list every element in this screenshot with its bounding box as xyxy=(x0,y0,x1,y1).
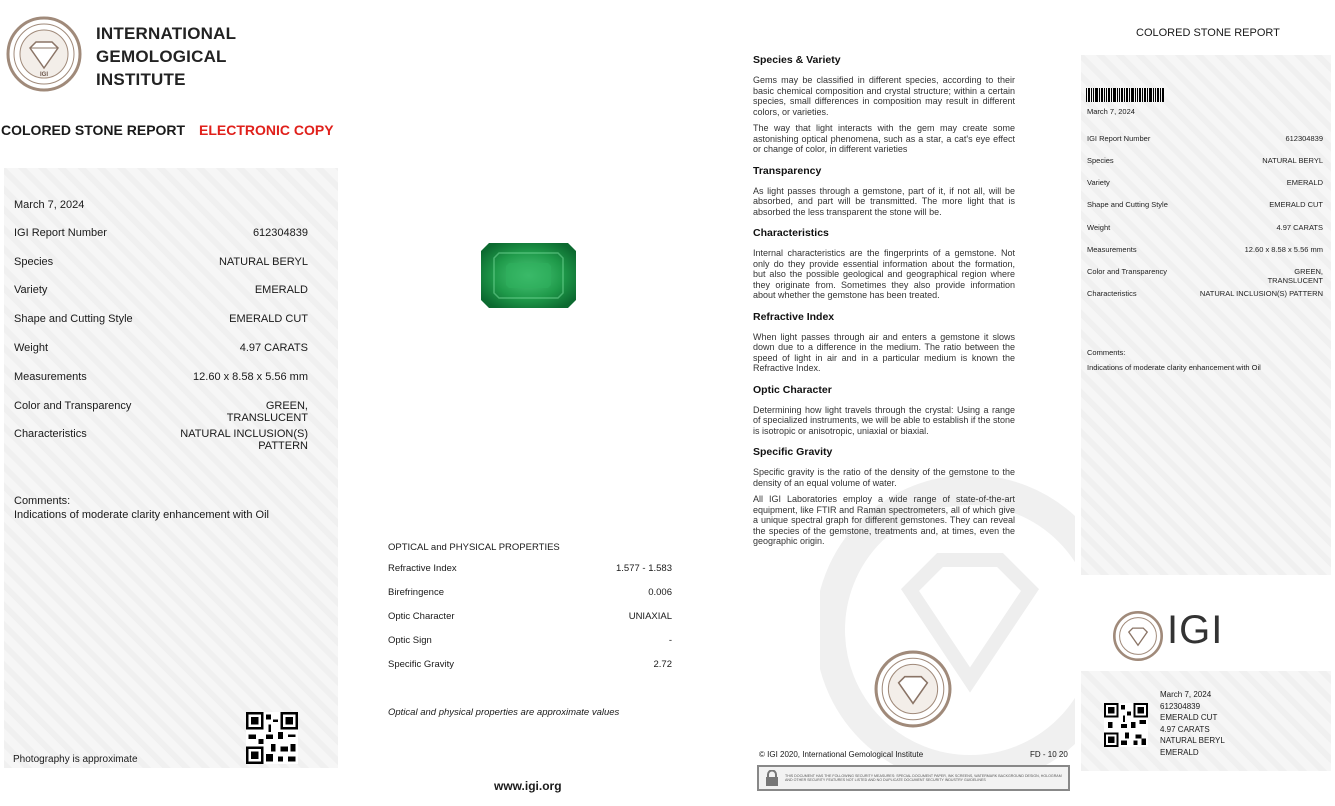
info-heading: Refractive Index xyxy=(753,310,835,323)
card-field xyxy=(1087,245,1323,254)
card-field-label: Characteristics xyxy=(1087,289,1137,298)
optical-value: 1.577 - 1.583 xyxy=(616,563,672,574)
optical-label: Refractive Index xyxy=(388,563,457,574)
field-species xyxy=(14,256,308,268)
field-value: EMERALD xyxy=(254,284,308,296)
info-paragraph: Gems may be classified in different species, according to their basic chemical composition and crystal structure; within a certain species, small differences in composition may result in different colors, or varieties. xyxy=(753,75,1015,117)
field-report-number xyxy=(14,227,308,239)
card-field xyxy=(1087,200,1323,209)
card-title: COLORED STONE REPORT xyxy=(1136,27,1280,39)
barcode-icon[interactable] xyxy=(1086,88,1164,102)
field-value: 4.97 CARATS xyxy=(239,342,308,354)
info-column xyxy=(753,54,1015,547)
card-field-value: 612304839 xyxy=(1285,134,1323,143)
optical-row xyxy=(388,563,672,574)
field-label: IGI Report Number xyxy=(14,227,107,239)
emerald-stone-image xyxy=(481,243,576,308)
lock-icon xyxy=(765,770,779,786)
field-label: Species xyxy=(14,256,54,268)
tag-line: NATURAL BERYL xyxy=(1160,736,1225,745)
tag-qr-code-icon[interactable] xyxy=(1104,703,1148,747)
info-paragraph: Internal characteristics are the fingerprints of a gemstone. Not only do they provide essential information about the formation, but also the possible geological and geographical region where they originate from. Sometimes they also provide information about whether the gemstone has been treated. xyxy=(753,248,1015,300)
igi-seal-small-icon xyxy=(874,650,952,728)
field-label: Shape and Cutting Style xyxy=(14,313,133,325)
field-value: GREEN, TRANSLUCENT xyxy=(226,400,308,424)
field-characteristics xyxy=(14,428,308,452)
card-field-label: Weight xyxy=(1087,223,1111,232)
card-comments-label: Comments: xyxy=(1087,348,1126,357)
field-value: EMERALD CUT xyxy=(229,313,308,325)
card-field xyxy=(1087,223,1323,232)
info-heading: Specific Gravity xyxy=(753,446,833,458)
svg-text:IGI: IGI xyxy=(39,72,49,78)
card-field-value: EMERALD CUT xyxy=(1269,200,1323,209)
card-field xyxy=(1087,156,1323,165)
optical-row xyxy=(388,611,672,622)
tag-line: 612304839 xyxy=(1160,701,1201,711)
card-comments-text: Indications of moderate clarity enhancement with Oil xyxy=(1087,363,1261,372)
optical-label: Optic Character xyxy=(388,611,455,622)
optical-label: Birefringence xyxy=(388,587,444,598)
field-value: 12.60 x 8.58 x 5.56 mm xyxy=(193,371,308,383)
info-paragraph: Specific gravity is the ratio of the density of the gemstone to the density of an equal volume of water. xyxy=(753,467,1015,488)
field-shape xyxy=(14,313,308,325)
optical-row xyxy=(388,659,672,670)
optical-value: 0.006 xyxy=(648,587,672,598)
card-field xyxy=(1087,289,1323,298)
tag-line: EMERALD xyxy=(1160,747,1199,757)
card-field-value: GREEN, TRANSLUCENT xyxy=(1267,267,1323,285)
field-value: 612304839 xyxy=(252,227,308,239)
optical-row xyxy=(388,635,672,646)
report-title: COLORED STONE REPORT xyxy=(1,122,186,138)
field-label: Characteristics xyxy=(14,428,87,440)
security-strip xyxy=(757,765,1070,791)
security-text: THIS DOCUMENT HAS THE FOLLOWING SECURITY MEASURES: SPECIAL DOCUMENT PAPER, INK SCREENS, WATERMARK BACKGROUND DESIGN, HOLOGRAM AND OTHER SECURITY FEATURES NOT LISTED AND NO DUPLICATE DOCUMENT SECURITY INDUSTRY GUIDELINES xyxy=(785,773,1062,782)
institute-line-3: INSTITUTE xyxy=(96,70,186,89)
card-field xyxy=(1087,134,1323,143)
field-value: NATURAL BERYL xyxy=(218,256,308,268)
optical-value: 2.72 xyxy=(653,659,672,670)
optical-value: UNIAXIAL xyxy=(628,611,672,622)
card-date: March 7, 2024 xyxy=(1087,107,1135,116)
field-label: Variety xyxy=(14,284,48,296)
card-field xyxy=(1087,178,1323,187)
field-value: NATURAL INCLUSION(S) PATTERN xyxy=(180,428,308,452)
info-paragraph: The way that light interacts with the gem may create some astonishing optical phenomena, such as a star, a cat's eye effect or change of color, in different varieties xyxy=(753,123,1015,154)
website-link[interactable]: www.igi.org xyxy=(494,779,562,793)
info-paragraph: Determining how light travels through the crystal: Using a range of specialized instruments, we will be able to establish if the stone is isotropic or anisotropic, uniaxial or biaxial. xyxy=(753,404,1015,436)
optical-value: - xyxy=(668,635,672,646)
tag-line: 4.97 CARATS xyxy=(1160,724,1210,734)
tag-info xyxy=(1160,689,1225,758)
card-field xyxy=(1087,267,1323,285)
info-paragraph: All IGI Laboratories employ a wide range of state-of-the-art equipment, like FTIR and Raman spectrometers, all of which give a unique spectral graph for different gemstones. They can reveal the species of the gemstone, treatments and, at times, even the geographic origin. xyxy=(753,494,1015,546)
tag-line: EMERALD CUT xyxy=(1160,713,1218,722)
info-heading: Characteristics xyxy=(753,227,829,239)
card-field-label: Measurements xyxy=(1087,245,1137,254)
optical-label: Optic Sign xyxy=(388,635,432,646)
info-paragraph: When light passes through air and enters a gemstone it slows down due to a difference in the medium. The ratio between the speed of light in air and in a particular medium is known the Refractive Index. xyxy=(753,331,1015,373)
igi-seal-brand-icon xyxy=(1113,611,1163,661)
institute-line-1: INTERNATIONAL xyxy=(96,24,237,43)
comments-label: Comments: xyxy=(14,495,71,507)
info-heading: Species & Variety xyxy=(753,54,841,66)
institute-name xyxy=(96,22,236,91)
report-date: March 7, 2024 xyxy=(14,199,85,211)
institute-line-2: GEMOLOGICAL xyxy=(96,47,227,66)
field-label: Measurements xyxy=(14,371,87,383)
optical-row xyxy=(388,587,672,598)
card-panel xyxy=(1081,55,1331,575)
card-field-label: Species xyxy=(1087,156,1114,165)
info-paragraph: As light passes through a gemstone, part of it, if not all, will be absorbed, and part will be transmitted. The more light that is absorbed the less transparent the stone will be. xyxy=(753,185,1015,217)
card-field-value: EMERALD xyxy=(1286,178,1323,187)
card-field-label: Shape and Cutting Style xyxy=(1087,200,1168,209)
card-field-label: Color and Transparency xyxy=(1087,267,1168,276)
tag-line: March 7, 2024 xyxy=(1160,690,1212,699)
qr-code-icon[interactable] xyxy=(246,712,298,764)
card-field-label: IGI Report Number xyxy=(1087,134,1151,143)
photography-note: Photography is approximate xyxy=(13,754,138,765)
igi-brand-text: IGI xyxy=(1167,608,1224,652)
field-weight xyxy=(14,342,308,354)
field-variety xyxy=(14,284,308,296)
optical-title: OPTICAL and PHYSICAL PROPERTIES xyxy=(388,542,560,553)
field-measurements xyxy=(14,371,308,383)
field-label: Weight xyxy=(14,342,49,354)
card-field-value: NATURAL BERYL xyxy=(1262,156,1323,165)
card-field-value: 12.60 x 8.58 x 5.56 mm xyxy=(1244,245,1323,254)
info-heading: Optic Character xyxy=(753,383,832,396)
optical-note: Optical and physical properties are approximate values xyxy=(388,707,620,718)
card-field-label: Variety xyxy=(1087,178,1110,187)
field-color-transparency xyxy=(14,400,308,424)
copyright-text: © IGI 2020, International Gemological Institute xyxy=(759,750,924,759)
electronic-copy-label: ELECTRONIC COPY xyxy=(199,122,334,138)
igi-seal-logo xyxy=(6,16,82,92)
comments-text: Indications of moderate clarity enhancement with Oil xyxy=(14,509,269,521)
card-field-value: 4.97 CARATS xyxy=(1276,223,1323,232)
info-heading: Transparency xyxy=(753,164,822,177)
optical-label: Specific Gravity xyxy=(388,659,454,670)
field-label: Color and Transparency xyxy=(14,400,132,412)
form-code: FD - 10 20 xyxy=(1030,750,1068,759)
card-field-value: NATURAL INCLUSION(S) PATTERN xyxy=(1199,289,1323,298)
